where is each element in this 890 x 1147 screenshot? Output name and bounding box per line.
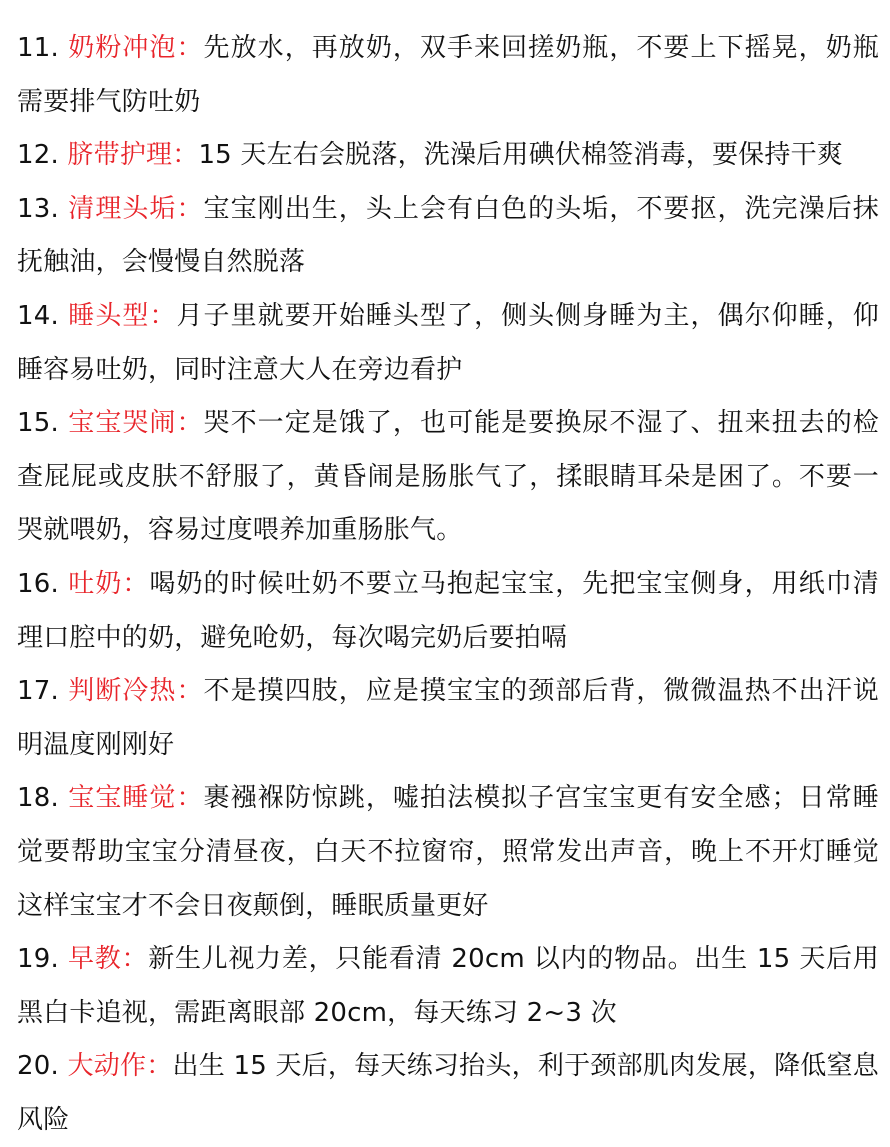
tip-text: 月子里就要开始睡头型了，侧头侧身睡为主，偶尔仰睡，仰睡容易吐奶，同时注意大人在旁边看护	[17, 300, 880, 385]
tip-number: 17.	[17, 676, 59, 707]
tip-text: 宝宝刚出生，头上会有白色的头垢，不要抠，洗完澡后抹抚触油，会慢慢自然脱落	[17, 193, 879, 278]
tip-text: 裹襁褓防惊跳，嘘拍法模拟子宫宝宝更有安全感；日常睡觉要帮助宝宝分清昼夜，白天不拉窗帘，照常发出声音，晚上不开灯睡觉这样宝宝才不会日夜颠倒，睡眠质量更好	[17, 783, 879, 921]
tip-item-19	[17, 933, 879, 1040]
tip-title: 奶粉冲泡：	[68, 33, 204, 63]
tip-text: 新生儿视力差，只能看清 20cm 以内的物品。出生 15 天后用黑白卡追视，需距离眼部 20cm，每天练习 2~3 次	[17, 944, 880, 1028]
tip-text: 不是摸四肢，应是摸宝宝的颈部后背，微微温热不出汗说明温度刚刚好	[17, 676, 879, 760]
tip-number: 12.	[17, 140, 59, 171]
tip-number: 18.	[17, 783, 59, 814]
tip-item-14	[17, 290, 879, 397]
tip-item-16	[17, 558, 879, 665]
tip-number: 16.	[17, 568, 59, 599]
tip-number: 15.	[17, 408, 59, 439]
tip-text: 15 天左右会脱落，洗澡后用碘伏棉签消毒，要保持干爽	[198, 140, 843, 171]
tip-number: 13.	[17, 193, 59, 224]
tip-title: 宝宝睡觉：	[68, 783, 204, 814]
tip-item-18	[17, 772, 879, 933]
tip-item-20	[17, 1040, 879, 1147]
tip-item-12	[17, 129, 879, 183]
tip-number: 20.	[17, 1051, 59, 1082]
tip-item-11	[17, 22, 879, 129]
tip-title: 判断冷热：	[68, 676, 204, 707]
tip-title: 清理头垢：	[68, 193, 204, 224]
tip-number: 19.	[17, 944, 59, 975]
tip-text: 先放水，再放奶，双手来回搓奶瓶，不要上下摇晃，奶瓶需要排气防吐奶	[17, 33, 879, 117]
tip-text: 喝奶的时候吐奶不要立马抱起宝宝，先把宝宝侧身，用纸巾清理口腔中的奶，避免呛奶，每次喝完奶后要拍嗝	[17, 568, 880, 653]
tip-title: 脐带护理：	[67, 140, 199, 171]
tip-number: 11.	[17, 33, 59, 63]
tip-title: 大动作：	[67, 1051, 173, 1082]
tip-text: 哭不一定是饿了，也可能是要换尿不湿了、扭来扭去的检查屁屁或皮肤不舒服了，黄昏闹是肠胀气了，揉眼睛耳朵是困了。不要一哭就喂奶，容易过度喂养加重肠胀气。	[17, 408, 879, 546]
tip-title: 宝宝哭闹：	[68, 408, 204, 439]
tips-document	[17, 22, 879, 1147]
tip-number: 14.	[17, 300, 59, 331]
tip-title: 早教：	[67, 944, 149, 975]
tip-item-15	[17, 397, 879, 558]
tip-title: 睡头型：	[68, 300, 177, 331]
tip-title: 吐奶：	[68, 568, 150, 599]
tip-item-17	[17, 665, 879, 772]
tip-text: 出生 15 天后，每天练习抬头，利于颈部肌肉发展，降低窒息风险	[17, 1051, 879, 1135]
tip-item-13	[17, 183, 879, 290]
